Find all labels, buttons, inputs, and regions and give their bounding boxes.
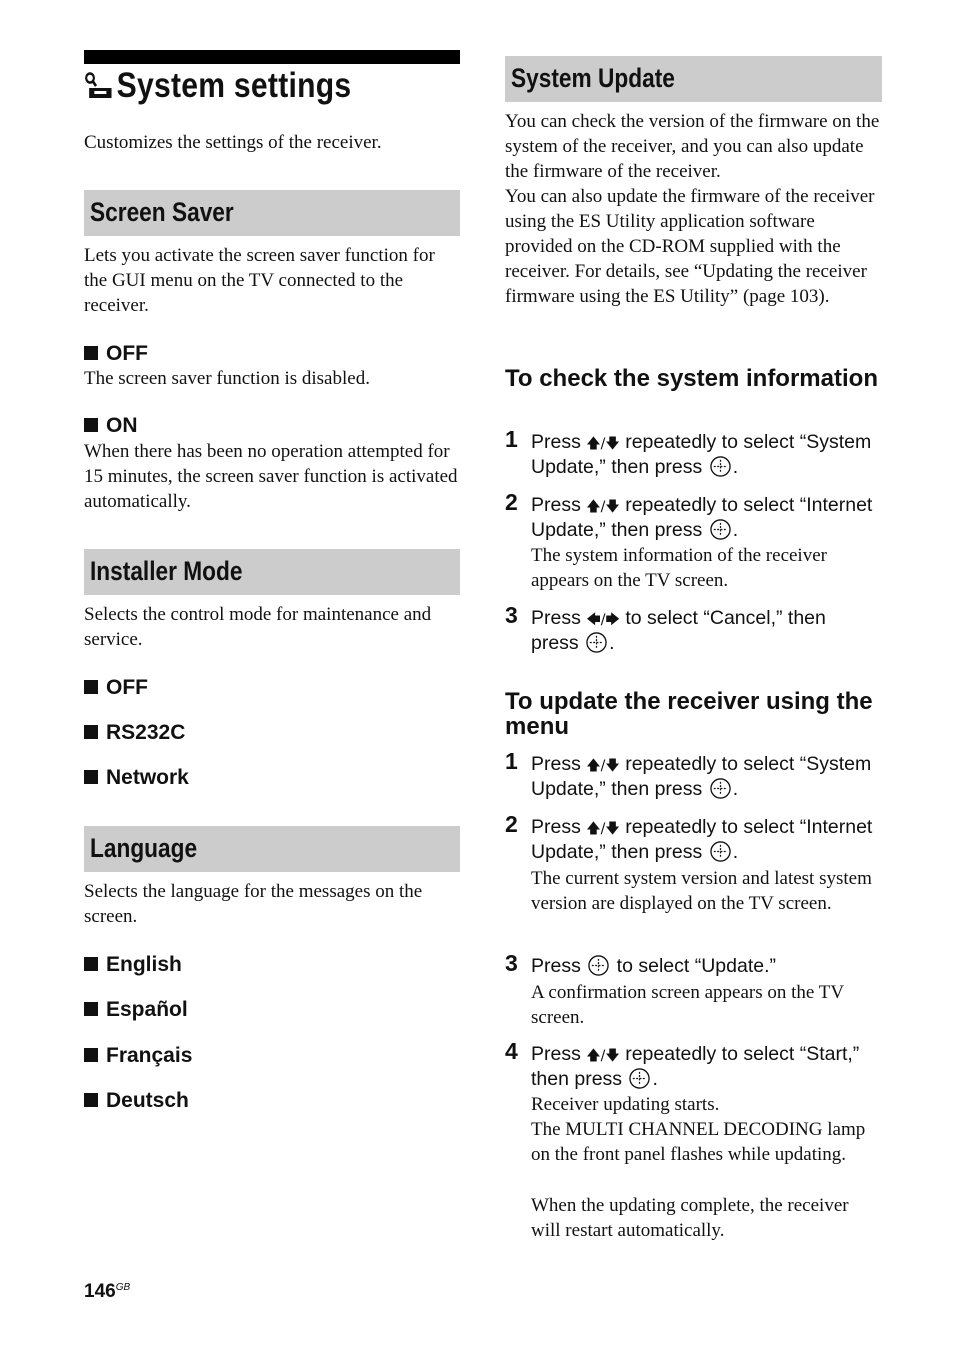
up-down-arrow-icon: 🡅/🡇 xyxy=(586,499,620,515)
step-text: repeatedly to select “System xyxy=(619,753,872,775)
step-text: . xyxy=(609,632,615,654)
option-label: Español xyxy=(106,998,188,1021)
step-text: . xyxy=(732,841,739,863)
screen-saver-heading-text: Screen Saver xyxy=(90,197,234,227)
check-system-info-heading: To check the system information xyxy=(505,365,878,392)
step-text: . xyxy=(652,1068,658,1090)
step-line-2 xyxy=(531,1067,658,1092)
option-label: OFF xyxy=(106,676,148,699)
enter-button-icon xyxy=(588,955,609,976)
step-number: 3 xyxy=(505,602,518,628)
bullet-square-icon xyxy=(84,418,98,432)
step-text: repeatedly to select “System xyxy=(619,431,872,453)
option-label: ON xyxy=(106,414,138,437)
language-heading-text: Language xyxy=(90,833,198,863)
up-down-arrow-icon: 🡅/🡇 xyxy=(586,1048,620,1064)
step-text: Update,” then press xyxy=(531,456,708,478)
screen-saver-desc: Lets you activate the screen saver function for the GUI menu on the TV connected to the receiver. xyxy=(84,245,435,316)
system-update-desc2: You can also update the firmware of the receiver using the ES Utility application software provided on the CD-ROM supplied with the receiver. For details, see “Updating the receiver firmware using the ES Utility” (page 103). xyxy=(505,186,875,307)
up-down-arrow-icon: 🡅/🡇 xyxy=(586,758,620,774)
installer-mode-desc: Selects the control mode for maintenance and service. xyxy=(84,604,432,650)
step-line-2 xyxy=(531,777,738,802)
installer-mode-option-network xyxy=(84,766,189,790)
step-line-1 xyxy=(531,1042,859,1069)
step-line-1 xyxy=(531,430,871,457)
step-text: Update,” then press xyxy=(531,519,708,541)
enter-button-icon xyxy=(710,519,731,540)
step-line-1 xyxy=(531,815,872,842)
step-text: . xyxy=(732,519,739,541)
step-number: 1 xyxy=(505,426,518,452)
step-text: Press xyxy=(531,494,587,516)
step-text: Press xyxy=(531,431,587,453)
step-number: 2 xyxy=(505,811,518,837)
up-down-arrow-icon: 🡅/🡇 xyxy=(586,821,620,837)
step-note: The MULTI CHANNEL DECODING lamp on the front panel flashes while updating. xyxy=(531,1119,866,1165)
page-title-text: System settings xyxy=(116,66,352,105)
step-text: . xyxy=(732,456,739,478)
step-text: Press xyxy=(531,1043,587,1065)
bullet-square-icon xyxy=(84,957,98,971)
step-text: Update,” then press xyxy=(531,778,708,800)
enter-button-icon xyxy=(586,632,607,653)
step-number: 2 xyxy=(505,489,518,515)
step-line-2 xyxy=(531,518,738,543)
system-update-heading-text: System Update xyxy=(511,63,675,93)
screen-saver-off-desc: The screen saver function is disabled. xyxy=(84,368,370,389)
language-option-deutsch xyxy=(84,1089,189,1113)
step-text: to select “Update.” xyxy=(611,955,777,977)
option-label: Network xyxy=(106,766,189,789)
step-text: Press xyxy=(531,607,587,629)
option-label: OFF xyxy=(106,342,148,365)
screen-saver-on-desc: When there has been no operation attempted for 15 minutes, the screen saver function is activated automatically. xyxy=(84,441,458,512)
enter-button-icon xyxy=(710,841,731,862)
step-number: 3 xyxy=(505,950,518,976)
bullet-square-icon xyxy=(84,1002,98,1016)
page-number-text: 146 xyxy=(84,1281,116,1302)
language-heading xyxy=(84,826,460,872)
installer-mode-option-off xyxy=(84,676,148,700)
step-line-1 xyxy=(531,606,826,633)
option-label: RS232C xyxy=(106,721,186,744)
step-number: 1 xyxy=(505,748,518,774)
bullet-square-icon xyxy=(84,1093,98,1107)
language-option-francais xyxy=(84,1044,192,1068)
step-number: 4 xyxy=(505,1038,518,1064)
settings-toolbox-icon xyxy=(84,72,113,102)
system-update-heading xyxy=(505,56,882,102)
step-note: The system information of the receiver appears on the TV screen. xyxy=(531,545,827,591)
page-number-suffix: GB xyxy=(115,1282,131,1293)
step-text: Press xyxy=(531,816,587,838)
enter-button-icon xyxy=(710,778,731,799)
bullet-square-icon xyxy=(84,680,98,694)
step-text: Update,” then press xyxy=(531,841,708,863)
language-option-espanol xyxy=(84,998,188,1022)
step-line-2 xyxy=(531,840,738,865)
step-line-2 xyxy=(531,455,738,480)
step-note: The current system version and latest system version are displayed on the TV screen. xyxy=(531,868,872,914)
installer-mode-heading-text: Installer Mode xyxy=(90,556,243,586)
step-text: repeatedly to select “Start,” xyxy=(619,1043,860,1065)
up-down-arrow-icon: 🡅/🡇 xyxy=(586,436,620,452)
step-line-1 xyxy=(531,752,871,779)
enter-button-icon xyxy=(629,1068,650,1089)
step-text: press xyxy=(531,632,585,654)
step-text: . xyxy=(732,778,739,800)
bullet-square-icon xyxy=(84,1048,98,1062)
bullet-square-icon xyxy=(84,725,98,739)
step-note: When the updating complete, the receiver will restart automatically. xyxy=(531,1195,849,1241)
step-text: then press xyxy=(531,1068,628,1090)
step-note: Receiver updating starts. xyxy=(531,1094,720,1115)
step-line-2 xyxy=(531,631,615,656)
installer-mode-heading xyxy=(84,549,460,595)
bullet-square-icon xyxy=(84,346,98,360)
system-update-desc1: You can check the version of the firmware on the system of the receiver, and you can also update the firmware of the receiver. xyxy=(505,111,880,182)
screen-saver-option-on xyxy=(84,414,138,438)
page-title xyxy=(84,66,351,106)
option-label: Français xyxy=(106,1044,193,1067)
intro-text: Customizes the settings of the receiver. xyxy=(84,132,382,153)
step-line-1 xyxy=(531,954,776,979)
option-label: Deutsch xyxy=(106,1089,189,1112)
enter-button-icon xyxy=(710,456,731,477)
step-note: A confirmation screen appears on the TV screen. xyxy=(531,982,844,1028)
left-right-arrow-icon: 🡄/🡆 xyxy=(586,612,620,628)
step-text: repeatedly to select “Internet xyxy=(619,494,873,516)
step-text: Press xyxy=(531,955,587,977)
screen-saver-heading xyxy=(84,190,460,236)
title-rule xyxy=(84,50,460,64)
language-desc: Selects the language for the messages on the screen. xyxy=(84,881,423,927)
step-text: Press xyxy=(531,753,587,775)
bullet-square-icon xyxy=(84,770,98,784)
option-label: English xyxy=(106,953,182,976)
update-receiver-heading: To update the receiver using the menu xyxy=(505,688,873,740)
step-line-1 xyxy=(531,493,872,520)
installer-mode-option-rs232c xyxy=(84,721,185,745)
step-text: to select “Cancel,” then xyxy=(619,607,826,629)
language-option-english xyxy=(84,953,182,977)
screen-saver-option-off xyxy=(84,342,148,366)
step-text: repeatedly to select “Internet xyxy=(619,816,873,838)
page-number xyxy=(84,1281,130,1303)
